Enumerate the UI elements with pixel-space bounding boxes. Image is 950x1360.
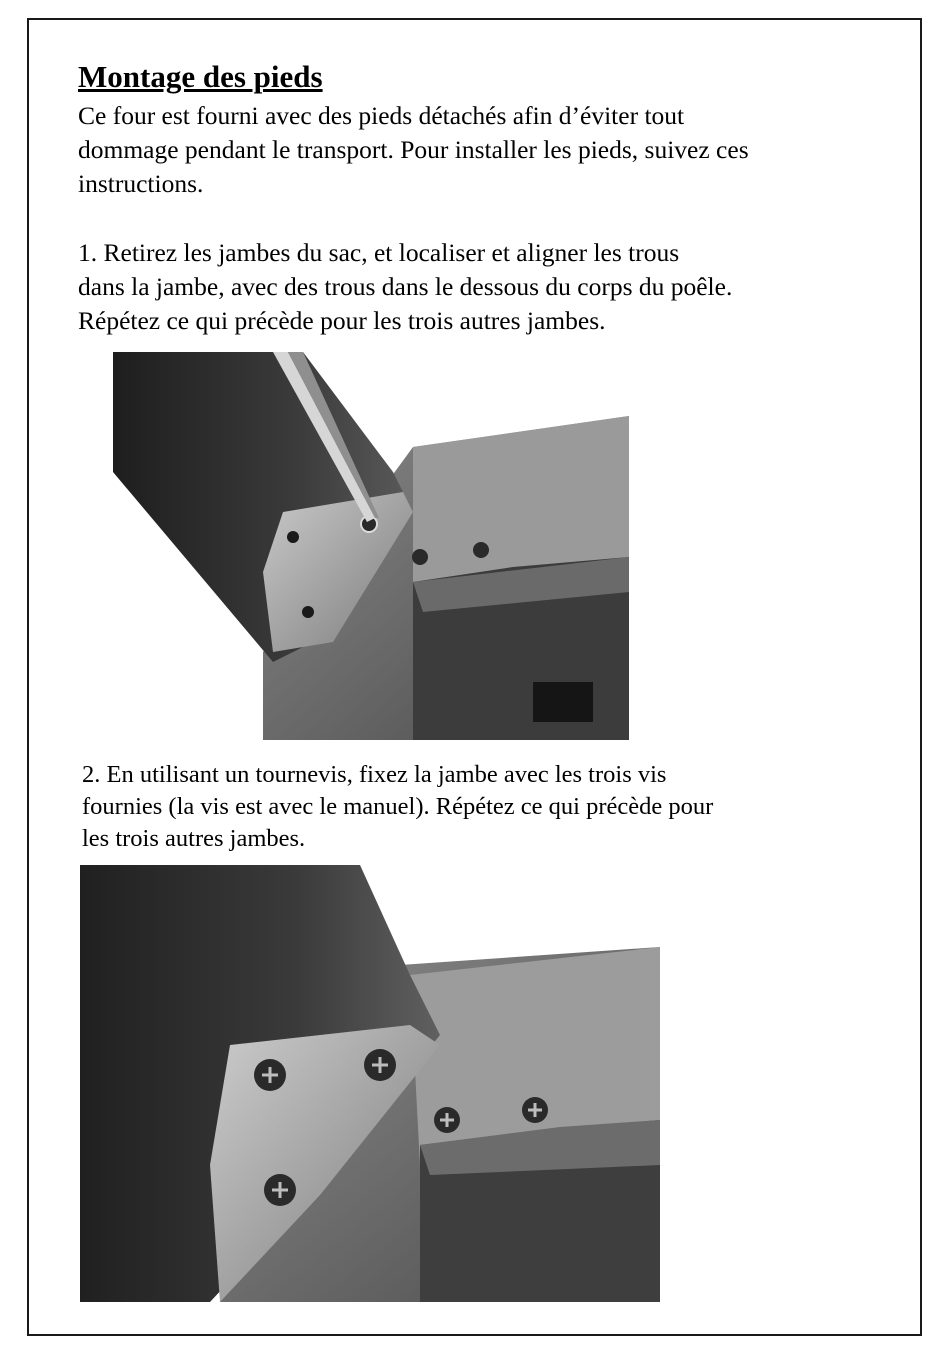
step-2-line: fournies (la vis est avec le manuel). Répétez ce qui précède pour — [82, 793, 714, 820]
page-title: Montage des pieds — [78, 59, 323, 94]
intro-line: instructions. — [78, 169, 204, 198]
step-1-line: Répétez ce qui précède pour les trois autres jambes. — [78, 306, 606, 335]
step-1-paragraph — [78, 236, 878, 338]
intro-line: dommage pendant le transport. Pour installer les pieds, suivez ces — [78, 135, 749, 164]
intro-line: Ce four est fourni avec des pieds détachés afin d’éviter tout — [78, 101, 685, 130]
step-1-line: dans la jambe, avec des trous dans le dessous du corps du poêle. — [78, 272, 733, 301]
step-2-photo — [80, 865, 660, 1302]
step-2-line: les trois autres jambes. — [82, 825, 306, 852]
step-2-line: 2. En utilisant un tournevis, fixez la jambe avec les trois vis — [82, 761, 667, 788]
step-1-photo — [113, 352, 629, 740]
step-1-line: 1. Retirez les jambes du sac, et localiser et aligner les trous — [78, 238, 680, 267]
intro-paragraph — [78, 99, 878, 201]
step-2-paragraph — [82, 759, 842, 855]
